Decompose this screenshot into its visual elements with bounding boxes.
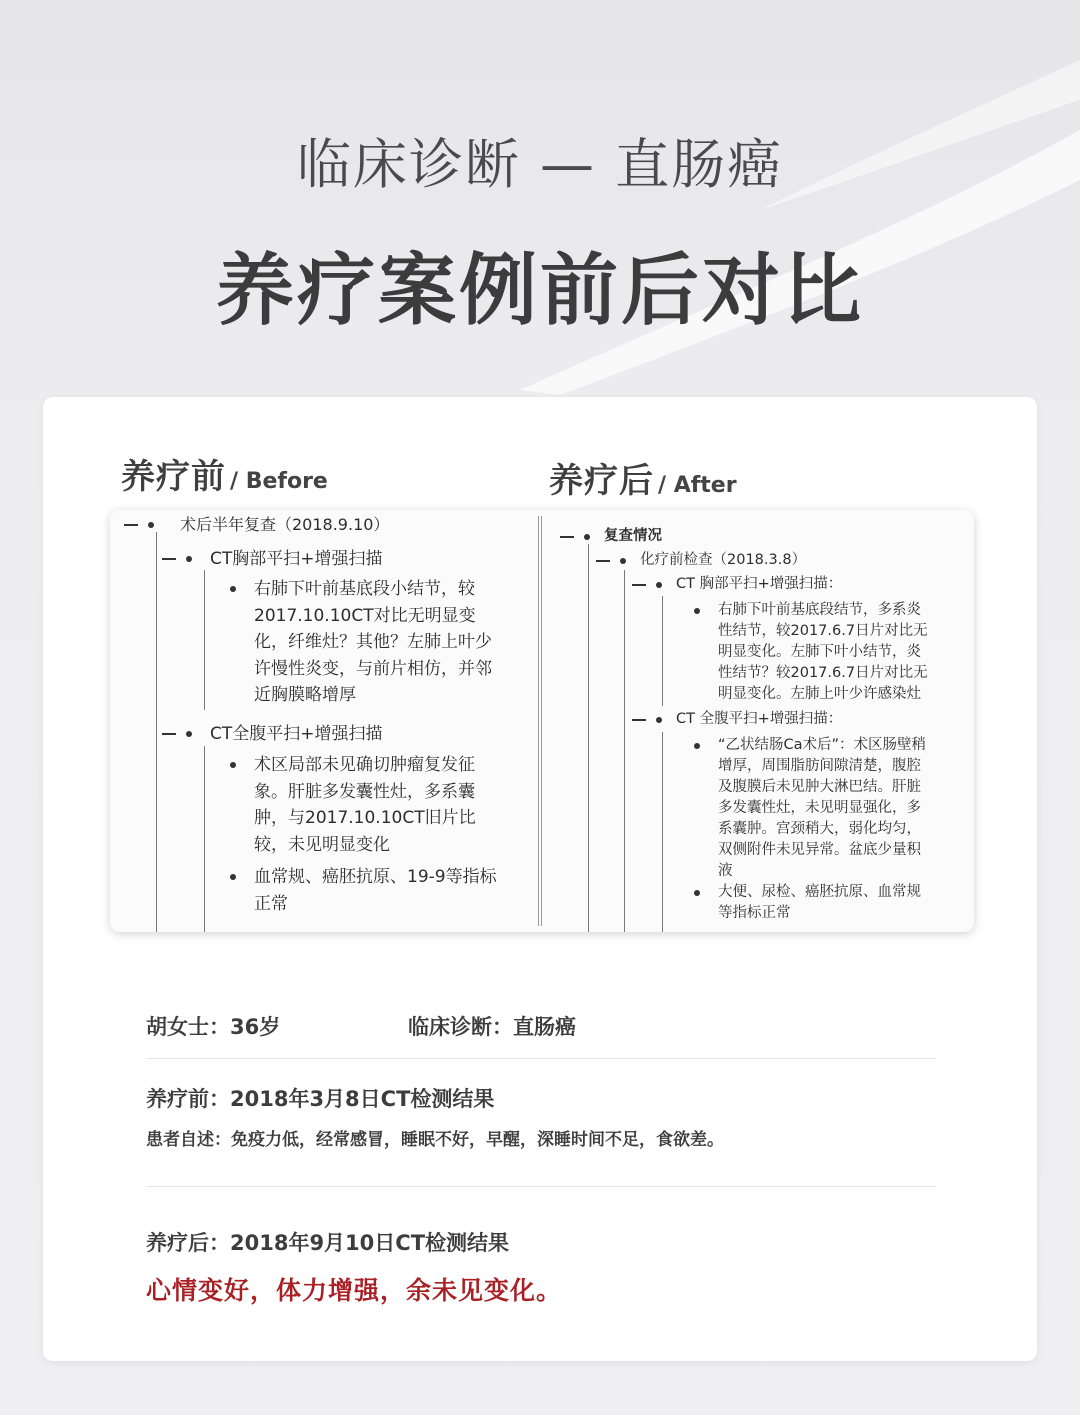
- after-info-heading: 养疗后：2018年9月10日CT检测结果: [146, 1231, 510, 1255]
- tree-line: [588, 544, 589, 932]
- scan-after-section1: CT 胸部平扫+增强扫描：: [632, 574, 842, 595]
- scan-after-pane: [544, 510, 974, 932]
- tree-line: [624, 570, 625, 932]
- tree-line: [204, 746, 205, 932]
- scan-before-top: 术后半年复查（2018.9.10）: [124, 514, 389, 536]
- scan-after-top: 复查情况: [560, 526, 662, 547]
- scan-after-section2-text1: “乙状结肠Ca术后”：术区肠壁稍 增厚，周围脂肪间隙清楚，腹腔 及腹膜后未见肿大淋巴结。肝脏 多发囊性灶，未见明显强化，多 系囊肿。宫颈稍大，弱化均匀， 双侧附件未见异常。盆底少量积 液: [694, 735, 969, 882]
- scan-before-section1: CT胸部平扫+增强扫描: [162, 546, 383, 573]
- tree-line: [662, 732, 663, 932]
- after-label-en: / After: [658, 473, 737, 498]
- patient-diagnosis: 临床诊断：直肠癌: [408, 1015, 576, 1039]
- ct-report-scan: [110, 510, 974, 932]
- scan-before-section2-text2: 血常规、癌胚抗原、19-9等指标 正常: [230, 864, 530, 917]
- before-heading: [121, 449, 328, 498]
- before-label-en: / Before: [230, 469, 328, 494]
- scan-after-sub: 化疗前检查（2018.3.8）: [596, 550, 806, 571]
- tree-line: [204, 570, 205, 710]
- patient-info: [146, 1011, 936, 1041]
- after-label: 养疗后: [549, 461, 654, 501]
- divider: [146, 1186, 936, 1187]
- divider: [146, 1058, 936, 1059]
- before-info-detail: 患者自述：免疫力低，经常感冒，睡眠不好，早醒，深睡时间不足，食欲差。: [146, 1130, 724, 1150]
- scan-before-section2: CT全腹平扫+增强扫描: [162, 721, 383, 748]
- after-info: [146, 1227, 936, 1307]
- page-subtitle: 临床诊断 — 直肠癌: [296, 133, 784, 196]
- before-info: [146, 1083, 936, 1150]
- scan-before-section2-text1: 术区局部未见确切肿瘤复发征 象。肝脏多发囊性灶，多系囊 肿，与2017.10.10CT旧片比 较，未见明显变化: [230, 752, 530, 858]
- after-info-result: 心情变好，体力增强，余未见变化。: [146, 1276, 563, 1305]
- tree-line: [156, 532, 157, 932]
- scan-divider: [538, 516, 542, 926]
- scan-after-section1-text: 右肺下叶前基底段结节，多系炎 性结节，较2017.6.7日片对比无 明显变化。左肺下叶小结节，炎 性结节？较2017.6.7日片对比无 明显变化。左肺上叶少许感染灶: [694, 600, 969, 705]
- comparison-card: [43, 397, 1037, 1361]
- scan-before-pane: [110, 510, 538, 932]
- tree-line: [662, 596, 663, 706]
- before-label: 养疗前: [121, 457, 226, 497]
- after-heading: [549, 453, 737, 502]
- page-title: 养疗案例前后对比: [215, 246, 864, 336]
- scan-after-section2-text2: 大便、尿检、癌胚抗原、血常规 等指标正常: [694, 882, 969, 924]
- scan-before-section1-text: 右肺下叶前基底段小结节，较 2017.10.10CT对比无明显变 化，纤维灶？其他？左肺上叶少 许慢性炎变，与前片相仿，并邻 近胸膜略增厚: [230, 576, 530, 709]
- before-info-heading: 养疗前：2018年3月8日CT检测结果: [146, 1087, 495, 1111]
- scan-after-section2: CT 全腹平扫+增强扫描：: [632, 709, 842, 730]
- patient-name: 胡女士：36岁: [146, 1015, 281, 1039]
